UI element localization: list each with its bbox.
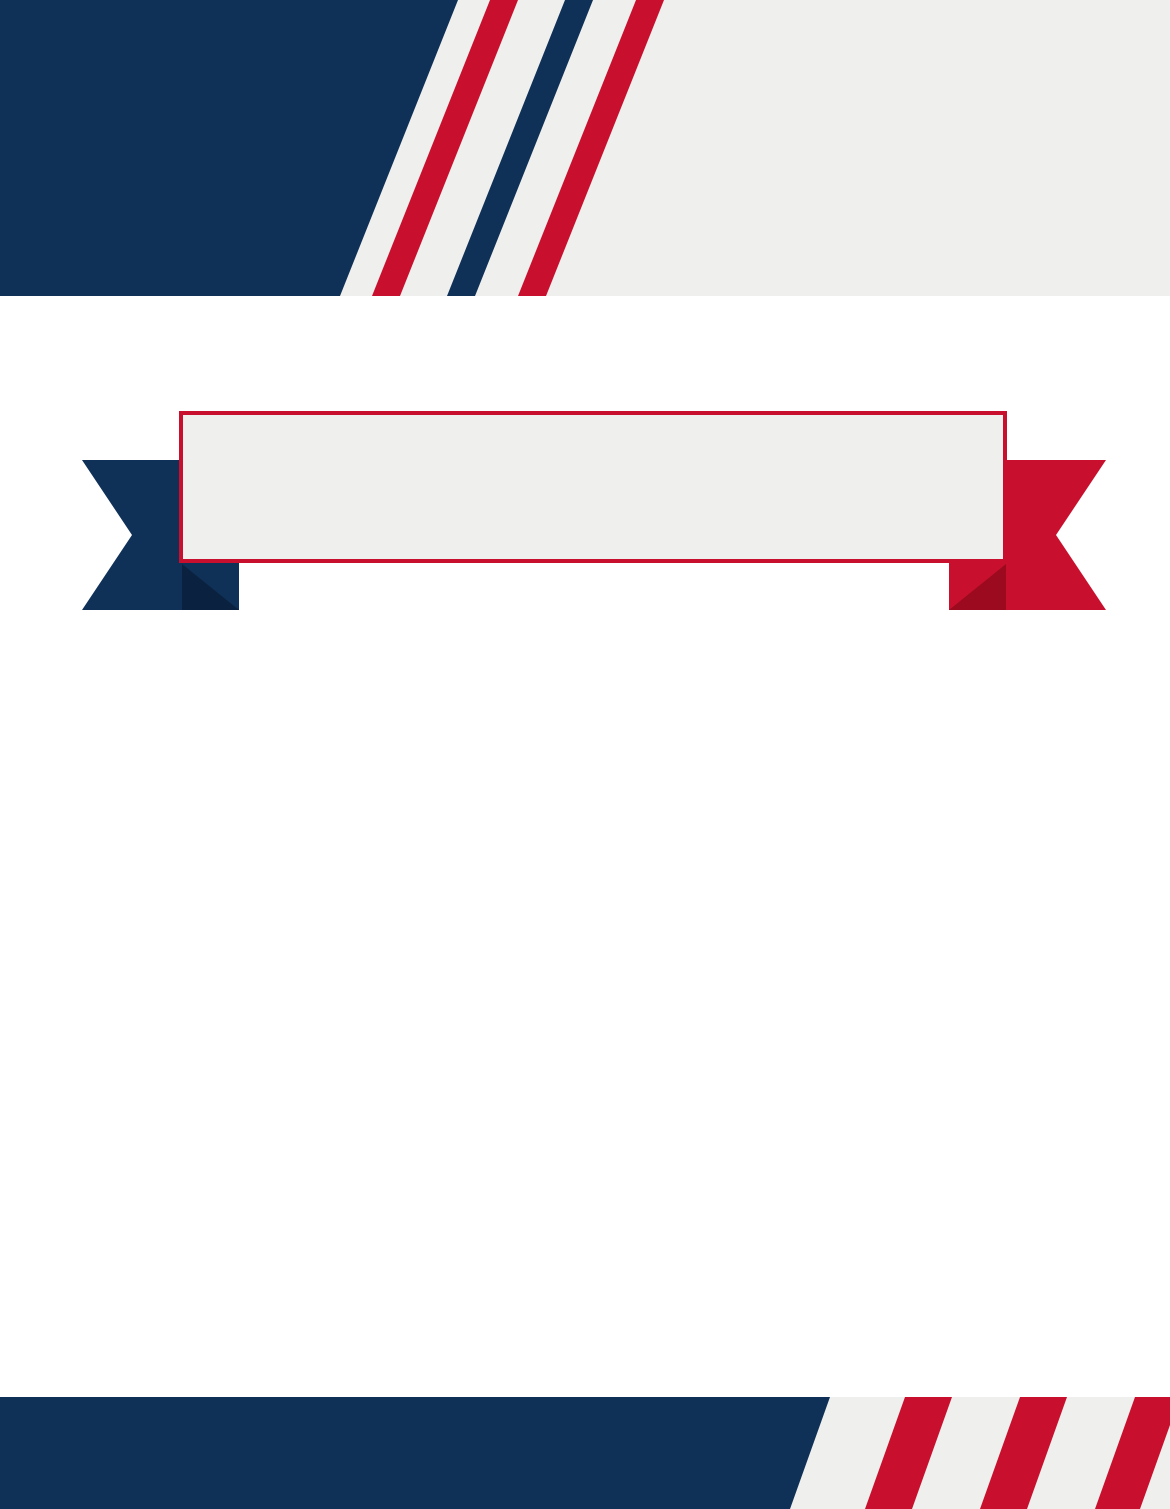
top-flag-banner	[0, 0, 1170, 296]
event-details	[0, 752, 1170, 778]
navy-band	[0, 1397, 830, 1509]
event-title	[182, 414, 1004, 560]
bottom-flag-banner	[0, 1397, 1170, 1509]
